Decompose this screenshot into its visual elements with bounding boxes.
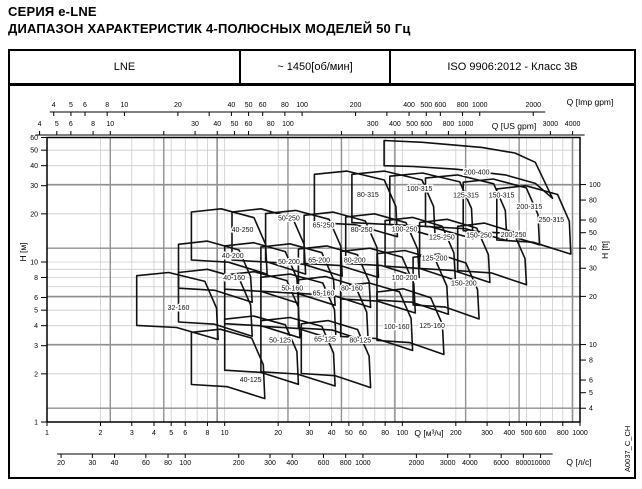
pump-envelope-label: 65-125 [314, 336, 336, 344]
pump-envelope-label: 32-160 [167, 304, 190, 312]
pump-envelope-label: 100-250 [391, 226, 418, 234]
pump-envelope-label: 40-200 [221, 252, 244, 260]
axis-tick-label: 50 [30, 147, 38, 155]
axis-tick-label: 80 [280, 102, 289, 109]
axis-tick-label: 8 [34, 275, 38, 283]
axis-tick-label: 50 [589, 230, 597, 238]
pump-envelope-label: 80-160 [340, 285, 363, 293]
axis-tick-label: 80 [164, 460, 172, 467]
pump-envelope-label: 80-315 [356, 191, 379, 199]
axis-tick-label: 1 [34, 419, 38, 427]
axis-tick-label: 60 [258, 102, 267, 109]
pump-envelope-label: 80-200 [343, 257, 366, 265]
axis-tick-label: 50 [244, 102, 253, 109]
pump-envelope-label: 150-315 [488, 192, 515, 200]
axis-tick-label: 30 [88, 460, 97, 467]
axis-tick-label: 6 [183, 430, 188, 437]
axis-tick-label: 6 [68, 121, 73, 128]
axis-tick-label: 400 [389, 121, 401, 128]
axis-tick-label: 30 [305, 430, 314, 437]
axis-tick-label: 30 [589, 265, 597, 273]
axis-tick-label: 8000 [515, 460, 532, 467]
axis-tick-label: 5 [169, 430, 174, 437]
pump-envelope-label: 50-250 [278, 215, 300, 223]
range-chart [10, 86, 634, 477]
standard-cell: ISO 9906:2012 - Класс 3В [447, 61, 578, 73]
axis-tick-label: 2 [98, 430, 103, 437]
pump-envelope-label: 125-200 [421, 255, 448, 263]
axis-tick-label: 5 [589, 390, 593, 398]
axis-tick-label: 10 [220, 430, 229, 437]
pump-envelope-label: 200-400 [463, 169, 490, 177]
pump-envelope-label: 125-160 [419, 323, 445, 331]
axis-tick-label: 20 [30, 211, 38, 219]
axis-tick-label: 4 [152, 430, 156, 437]
axis-tick-label: 2000 [408, 460, 425, 467]
axis-tick-label: 10 [30, 259, 38, 267]
page-subtitle: ДИАПАЗОН ХАРАКТЕРИСТИК 4-ПОЛЮСНЫХ МОДЕЛЕЙ 50 Гц [8, 21, 411, 36]
axis-tick-label: 2 [34, 371, 38, 379]
axis-tick-label: 400 [286, 460, 299, 467]
axis-tick-label: 40 [589, 245, 597, 253]
axis-tick-label: 600 [317, 460, 330, 467]
axis-tick-label: 100 [179, 460, 192, 467]
axis-tick-label: 10 [106, 121, 115, 128]
axis-tick-label: 30 [30, 183, 38, 191]
axis-tick-label: 400 [503, 430, 516, 437]
axis-tick-label: 400 [403, 102, 415, 109]
axis-tick-label: 4 [37, 121, 42, 128]
axis-tick-label: 500 [406, 121, 418, 128]
axis-tick-label: 80 [589, 197, 597, 205]
page-title: СЕРИЯ e-LNE [8, 4, 97, 19]
pump-envelope-label: 50-200 [278, 258, 300, 266]
axis-tick-label: 3000 [439, 460, 456, 467]
axis-tick-label: 300 [264, 460, 276, 467]
pump-envelope [191, 329, 264, 398]
pump-envelope-label: 150-250 [466, 232, 492, 240]
axis-tick-label: 4 [34, 323, 38, 331]
axis-tick-label: 60 [141, 460, 150, 467]
axis-tick-label: 6 [589, 377, 593, 385]
pump-envelope-label: 100-315 [406, 185, 433, 193]
axis-tick-label: 5 [34, 307, 38, 315]
pump-envelope-label: 50-125 [269, 337, 291, 345]
pump-envelope-label: 200-250 [500, 231, 527, 239]
axis-tick-label: 60 [244, 121, 253, 128]
axis-tick-label: 60 [359, 430, 367, 437]
axis-tick-label: 100 [396, 430, 409, 437]
axis-tick-label: 200 [349, 102, 362, 109]
axis-tick-label: 800 [456, 102, 469, 109]
axis-tick-label: 40 [213, 121, 222, 128]
pump-envelope-label: 50-160 [281, 285, 304, 293]
axis-tick-label: 600 [534, 430, 547, 437]
axis-tick-label: 3000 [542, 121, 559, 128]
axis-tick-label: 800 [556, 430, 569, 437]
axis-tick-label: 600 [420, 121, 433, 128]
axis-tick-label: 8 [589, 357, 593, 365]
axis-tick-label: 1 [45, 430, 49, 437]
pump-envelope-label: 125-315 [453, 192, 479, 200]
axis-tick-label: 300 [481, 430, 493, 437]
axis-tick-label: 6 [83, 102, 87, 109]
axis-tick-label: 6 [34, 294, 38, 302]
axis-tick-label: 40 [227, 102, 236, 109]
pump-envelope-label: 125-250 [429, 234, 455, 242]
axis-tick-label: 500 [520, 430, 533, 437]
pump-envelope-label: 100-200 [391, 275, 418, 283]
axis-tick-label: 20 [57, 460, 65, 467]
axis-tick-label: 4 [51, 102, 56, 109]
axis-tick-label: 40 [110, 460, 119, 467]
pump-envelope-label: 65-200 [308, 257, 330, 265]
drawing-code: A0037_C_CH [623, 425, 632, 472]
axis-tick-label: 100 [282, 121, 294, 128]
pump-envelope-label: 40-160 [223, 275, 245, 283]
axis-tick-label: 30 [191, 121, 199, 128]
axis-tick-label: 20 [589, 293, 597, 301]
axis-unit-label: H [ft] [600, 241, 610, 259]
axis-tick-label: 3 [129, 430, 134, 437]
axis-tick-label: 1000 [572, 430, 588, 437]
axis-tick-label: 20 [274, 430, 283, 437]
axis-tick-label: 60 [589, 217, 597, 225]
axis-tick-label: 5 [68, 102, 73, 109]
axis-tick-label: 80 [381, 430, 390, 437]
axis-tick-label: 1000 [355, 460, 371, 467]
axis-unit-label: Q [л/с] [566, 457, 592, 467]
pump-envelope-label: 80-250 [350, 226, 373, 234]
axis-tick-label: 2000 [525, 102, 542, 109]
axis-tick-label: 50 [230, 121, 239, 128]
axis-tick-label: 80 [266, 121, 275, 128]
axis-unit-label: Q [US gpm] [491, 121, 537, 131]
axis-tick-label: 600 [434, 102, 447, 109]
axis-tick-label: 50 [344, 430, 353, 437]
axis-tick-label: 500 [420, 102, 433, 109]
axis-unit-label: Q [Imp gpm] [566, 97, 614, 107]
axis-tick-label: 100 [589, 182, 601, 190]
pump-envelope-label: 250-315 [538, 216, 565, 224]
axis-tick-label: 1000 [457, 121, 474, 128]
pump-envelope-label: 65-160 [312, 290, 335, 298]
pump-envelope-label: 150-200 [451, 280, 477, 288]
axis-tick-label: 8 [205, 430, 210, 437]
axis-tick-label: 20 [174, 102, 182, 109]
axis-tick-label: 10 [589, 342, 597, 350]
axis-tick-label: 300 [366, 121, 379, 128]
axis-tick-label: 200 [449, 430, 462, 437]
axis-tick-label: 4000 [564, 121, 581, 128]
axis-tick-label: 4 [589, 405, 593, 413]
chart-frame [8, 84, 636, 479]
axis-tick-label: 10000 [530, 460, 551, 467]
axis-tick-label: 60 [30, 134, 38, 142]
axis-tick-label: 8 [91, 121, 96, 128]
axis-tick-label: 5 [54, 121, 59, 128]
axis-tick-label: 6000 [493, 460, 509, 467]
axis-tick-label: 100 [296, 102, 308, 109]
axis-tick-label: 3 [34, 343, 38, 351]
axis-tick-label: 40 [327, 430, 336, 437]
pump-envelope-label: 40-125 [239, 376, 262, 384]
pump-envelope-label: 80-125 [349, 337, 372, 345]
axis-tick-label: 40 [30, 163, 38, 171]
axis-unit-label: H [м] [18, 242, 28, 262]
pump-envelope-label: 200-315 [516, 203, 543, 211]
model-cell: LNE [113, 61, 136, 73]
axis-tick-label: 10 [120, 102, 129, 109]
speed-cell: ~ 1450[об/мин] [239, 51, 391, 83]
axis-tick-label: 800 [442, 121, 455, 128]
axis-unit-label: Q [м³/ч] [414, 428, 444, 438]
axis-tick-label: 8 [105, 102, 110, 109]
pump-envelope-label: 65-250 [312, 222, 335, 230]
axis-tick-label: 800 [339, 460, 352, 467]
pump-envelope-label: 40-250 [231, 226, 254, 234]
pump-envelope-label: 100-160 [383, 324, 410, 332]
info-table [8, 49, 636, 85]
axis-tick-label: 200 [232, 460, 245, 467]
axis-tick-label: 4000 [462, 460, 478, 467]
axis-tick-label: 1000 [471, 102, 488, 109]
